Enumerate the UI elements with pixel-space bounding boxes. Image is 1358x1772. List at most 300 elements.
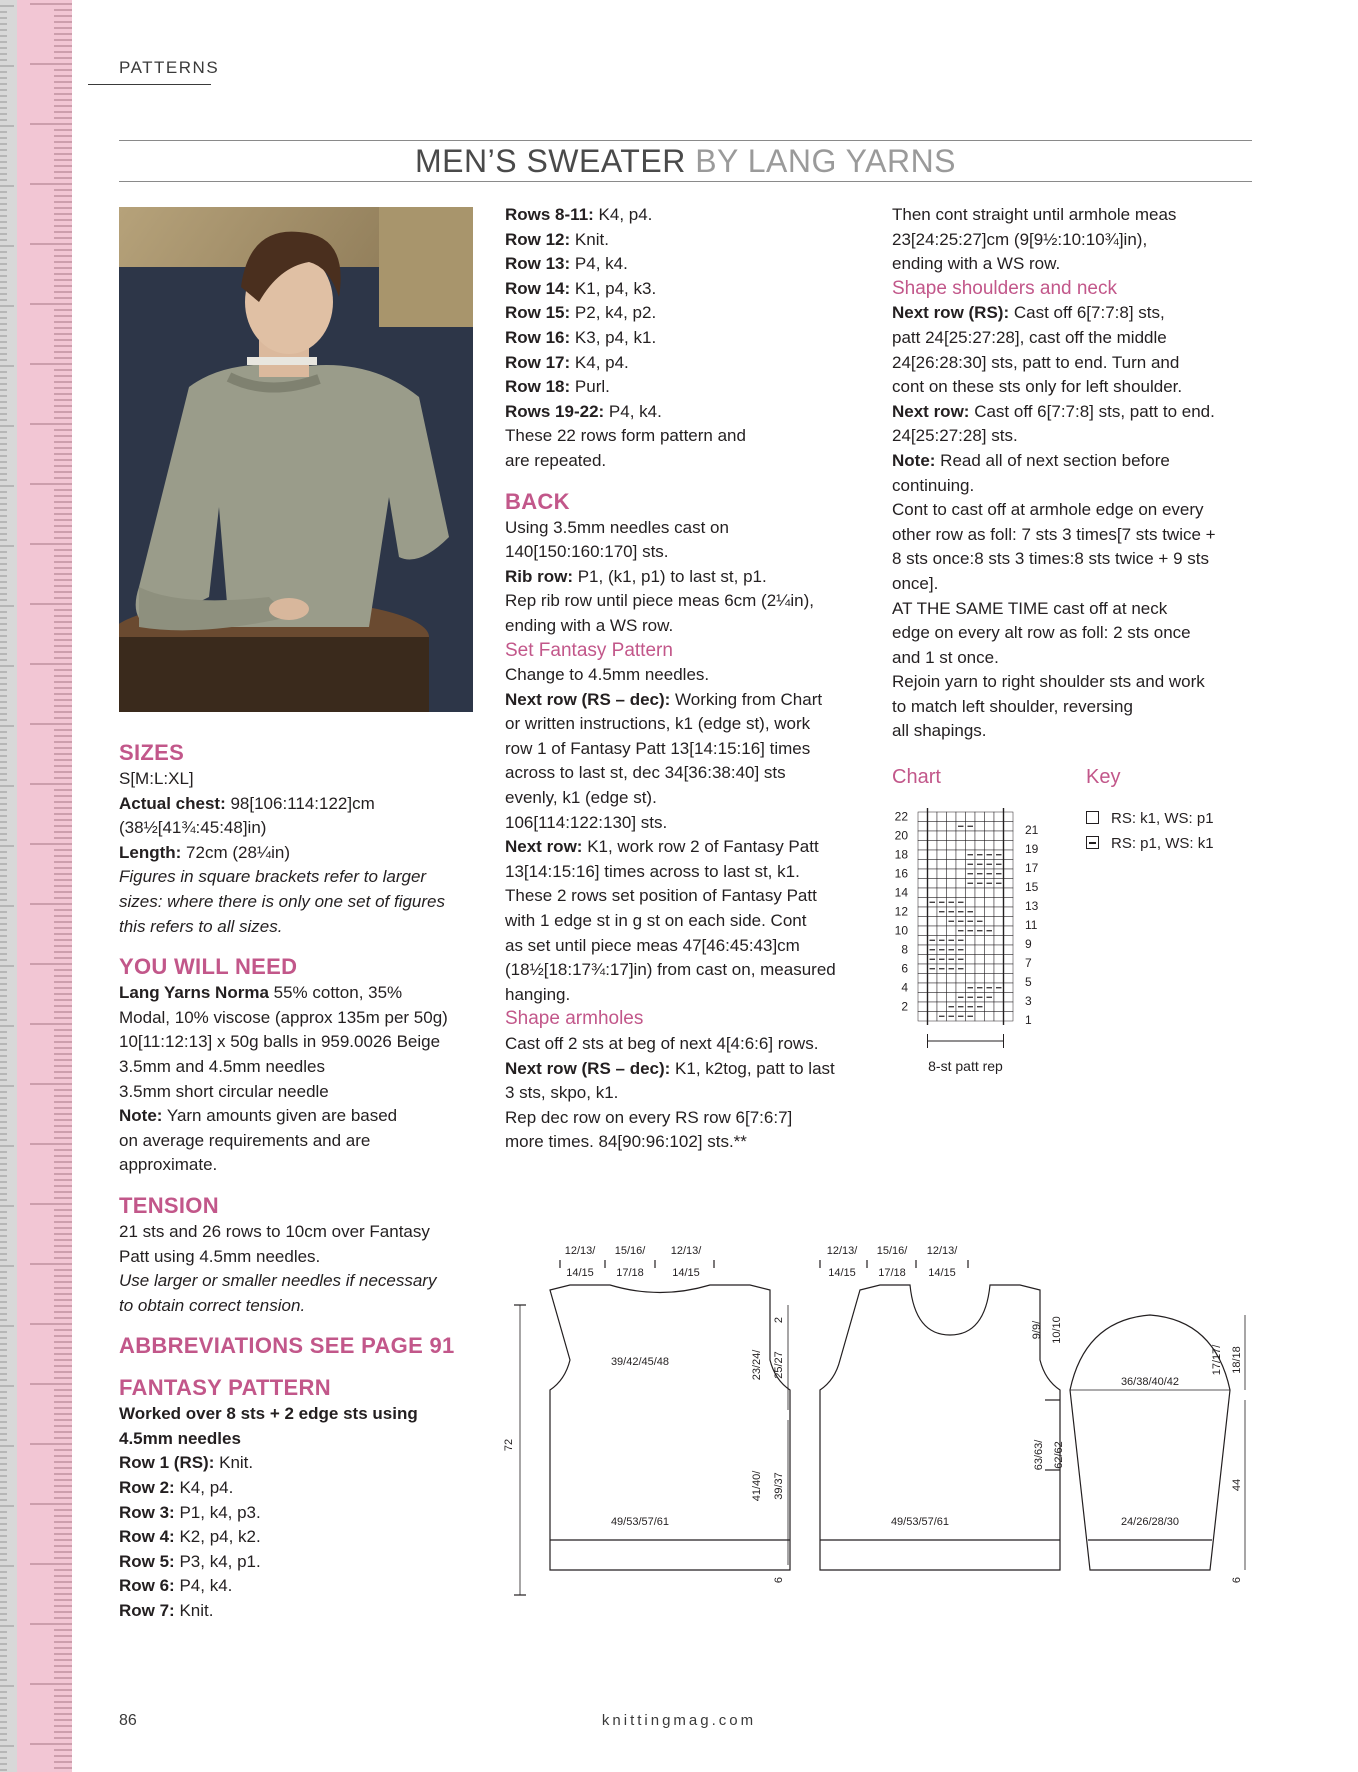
chart-cell: [1004, 879, 1014, 889]
chart-cell: [918, 945, 928, 955]
pattern-row-text: K4, p4.: [570, 352, 629, 372]
title-main: MEN’S SWEATER: [414, 143, 686, 179]
blank-square-icon: [1086, 811, 1099, 824]
chart-cell: [956, 812, 966, 822]
pattern-row-6: [505, 326, 875, 351]
left-pattern-rows: [119, 1451, 479, 1623]
chart-row-number: 13: [1025, 898, 1039, 913]
tension-line-3-text: Use larger or smaller needles if necessary: [119, 1271, 437, 1291]
yarn-line-3: 10[11:12:13] x 50g balls in 959.0026 Beige: [119, 1032, 441, 1052]
pattern-row-label: Row 18:: [505, 377, 571, 397]
sleeve-rib: 6: [1231, 1576, 1243, 1584]
chart-cell: [975, 822, 985, 832]
repeat-label: 8-st patt rep: [928, 1058, 1003, 1074]
chart-cell: [937, 831, 947, 841]
chart-cell: [985, 964, 995, 974]
left-column: [119, 739, 479, 1624]
pattern-row-text: Purl.: [570, 377, 610, 397]
chart-cell: [1004, 983, 1014, 993]
set-line-1: Change to 4.5mm needles.: [505, 665, 710, 685]
chart-cell: [947, 993, 957, 1003]
chart-cell: [985, 1012, 995, 1022]
chart-cell: [966, 936, 976, 946]
chart-cell: [918, 917, 928, 927]
rib-line-3: ending with a WS row.: [505, 615, 674, 635]
rep-line-1: Rep dec row on every RS row 6[7:6:7]: [505, 1107, 793, 1127]
next-row-rs-dec-line: [505, 1057, 875, 1082]
chart-row-number: 4: [901, 980, 908, 995]
chart-cell: [937, 993, 947, 1003]
fantasy-intro-2: [119, 1427, 479, 1452]
chart-cell: [918, 1002, 928, 1012]
front-top-label: 14/15: [828, 1267, 856, 1279]
pattern-row-label: Row 1 (RS):: [119, 1453, 215, 1473]
chart-cell: [937, 917, 947, 927]
shape-armholes-heading: Shape armholes: [505, 1008, 644, 1030]
sleeve-width-bottom: 24/26/28/30: [1120, 1516, 1180, 1528]
chart-cell: [1004, 860, 1014, 870]
sizes-note-1-text: Figures in square brackets refer to larger: [119, 867, 427, 887]
chart-cell: [928, 1002, 938, 1012]
chart-cell: [928, 907, 938, 917]
pattern-row-text: K2, p4, k2.: [174, 1527, 261, 1547]
you-will-need-heading: YOU WILL NEED: [119, 954, 298, 980]
sizes-heading: SIZES: [119, 740, 185, 765]
sleeve-outline: [1070, 1315, 1230, 1570]
length-label: Length:: [119, 842, 182, 862]
right-column: [892, 203, 1252, 744]
chart-cell: [918, 860, 928, 870]
chart-cell: [956, 879, 966, 889]
key-item-purl: [1086, 835, 1214, 852]
pattern-row-label: Rows 19-22:: [505, 401, 605, 421]
back-width-bottom: 49/53/57/61: [610, 1516, 670, 1528]
fantasy-pattern-heading: FANTASY PATTERN: [119, 1375, 331, 1401]
chart-row-number: 12: [894, 904, 908, 919]
chart-cell: [994, 907, 1004, 917]
yarn-note-line-3: approximate.: [119, 1155, 218, 1175]
set2-line-3: as set until piece meas 47[46:45:43]cm: [505, 935, 800, 955]
fantasy-intro-2-text: 4.5mm needles: [119, 1428, 241, 1448]
pattern-row-text: P4, k4.: [174, 1576, 233, 1596]
chart-cell: [956, 850, 966, 860]
needles-line-2: 3.5mm short circular needle: [119, 1081, 329, 1101]
chart-cell: [1004, 907, 1014, 917]
chart-cell: [1004, 841, 1014, 851]
chart-cell: [1004, 926, 1014, 936]
chart-cell: [966, 888, 976, 898]
chart-cell: [994, 822, 1004, 832]
chart-cell: [918, 831, 928, 841]
pattern-row-label: Row 3:: [119, 1502, 175, 1522]
length-line: [119, 841, 479, 866]
back-heading: BACK: [505, 488, 570, 514]
cont-line-2: 23[24:25:27]cm (9[9½:10:10¾]in),: [892, 229, 1148, 249]
chart-cell: [985, 907, 995, 917]
next-row-label: Next row:: [505, 837, 583, 857]
chart-cell: [1004, 945, 1014, 955]
sh1-line-3: 24[26:28:30] sts, patt to end. Turn and: [892, 352, 1180, 372]
back-outline: [550, 1285, 790, 1570]
pattern-row-label: Row 13:: [505, 254, 571, 274]
tension-line-1: 21 sts and 26 rows to 10cm over Fantasy: [119, 1221, 430, 1241]
chart-row-number: 19: [1025, 841, 1039, 856]
back-length: 72: [503, 1438, 515, 1452]
sizes-note-2: [119, 890, 479, 915]
pattern-row-label: Rows 8-11:: [505, 205, 594, 224]
chart-cell: [1004, 812, 1014, 822]
chart-cell: [928, 841, 938, 851]
length-value: 72cm (28¼in): [181, 842, 290, 862]
pattern-row-3: [505, 252, 875, 277]
note-text: Read all of next section before: [935, 450, 1170, 470]
chart-cell: [956, 831, 966, 841]
pattern-row-2: [119, 1476, 479, 1501]
chart-cell: [966, 945, 976, 955]
chart-cell: [956, 869, 966, 879]
chart-cell: [985, 812, 995, 822]
back-width-top: 39/42/45/48: [610, 1356, 670, 1368]
chart-cell: [918, 907, 928, 917]
chart-cell: [994, 955, 1004, 965]
chart-cell: [975, 974, 985, 984]
yarn-text-1: 55% cotton, 35%: [268, 983, 403, 1003]
back-side: 41/40/: [751, 1470, 763, 1502]
chart-cell: [975, 831, 985, 841]
sh1-line-1: [892, 301, 1252, 326]
chart-cell: [966, 955, 976, 965]
chart-cell: [985, 945, 995, 955]
note-line-1: [892, 449, 1252, 474]
pattern-row-label: Row 4:: [119, 1527, 175, 1547]
chart-cell: [937, 822, 947, 832]
next-row-dec-text: Working from Chart: [670, 689, 823, 709]
sizes-text: S[M:L:XL]: [119, 769, 194, 788]
cont2-line-1: Cont to cast off at armhole edge on every: [892, 500, 1204, 520]
back-top-label: 14/15: [566, 1267, 594, 1279]
chart-row-number: 8: [901, 942, 908, 957]
tension-line-2: Patt using 4.5mm needles.: [119, 1246, 321, 1266]
next-row-dec-line: [505, 688, 875, 713]
next1-line-3: row 1 of Fantasy Patt 13[14:15:16] times: [505, 738, 811, 758]
chart-cell: [928, 869, 938, 879]
chart-cell: [928, 917, 938, 927]
pattern-row-5: [505, 301, 875, 326]
sh2-label: Next row:: [892, 401, 970, 421]
chart-cell: [937, 879, 947, 889]
chart-row-number: 21: [1025, 822, 1039, 837]
sweater-model-illustration: [119, 207, 473, 712]
chart-cell: [975, 955, 985, 965]
chart-cell: [994, 841, 1004, 851]
front-top-label: 14/15: [928, 1267, 956, 1279]
chart-row-number: 15: [1025, 879, 1039, 894]
front-width-bottom: 49/53/57/61: [890, 1516, 950, 1528]
pattern-row-text: Knit.: [570, 229, 609, 249]
chart-cell: [928, 831, 938, 841]
chart-row-number: 6: [901, 961, 908, 976]
ruler-ticks: [0, 0, 72, 1772]
chart-cell: [947, 974, 957, 984]
shape-shoulders-heading: Shape shoulders and neck: [892, 277, 1117, 299]
back-top-label: 12/13/: [564, 1245, 596, 1257]
note-label: Note:: [892, 450, 936, 470]
chart-cell: [937, 888, 947, 898]
chart-cell: [928, 850, 938, 860]
rejoin-line-2: to match left shoulder, reversing: [892, 696, 1133, 716]
set2-line-4: (18½[18:17¾:17]in) from cast on, measured: [505, 960, 836, 980]
pattern-row-text: Knit.: [214, 1453, 254, 1473]
chart-cell: [994, 926, 1004, 936]
chart-cell: [966, 898, 976, 908]
chart-cell: [918, 926, 928, 936]
front-top-label: 17/18: [878, 1267, 906, 1279]
rejoin-line-3: all shapings.: [892, 721, 987, 741]
chart-cell: [975, 945, 985, 955]
fantasy-intro-1: [119, 1402, 479, 1427]
chart-row-number: 1: [1025, 1012, 1032, 1027]
next-row-dec-label: Next row (RS – dec):: [505, 689, 671, 709]
website-footer: knittingmag.com: [601, 1712, 757, 1729]
same-time-line-1: AT THE SAME TIME cast off at neck: [892, 598, 1168, 618]
key-item-knit: [1086, 810, 1214, 827]
chart-cell: [985, 974, 995, 984]
pattern-row-text: P1, k4, p3.: [174, 1502, 261, 1522]
next1-line-2: or written instructions, k1 (edge st), work: [505, 714, 811, 734]
chart-cell: [918, 888, 928, 898]
chart-cell: [937, 841, 947, 851]
pattern-row-1: [505, 203, 875, 228]
title-rule-top: [119, 140, 1252, 141]
chart-row-number: 5: [1025, 974, 1032, 989]
rows-note-1: These 22 rows form pattern and: [505, 426, 746, 446]
actual-chest-line: [119, 792, 479, 817]
chart-row-number: 11: [1025, 917, 1038, 932]
pattern-row-8: [505, 375, 875, 400]
set2-line-2: with 1 edge st in g st on each side. Cont: [505, 911, 807, 931]
front-neck: 10/10: [1051, 1316, 1063, 1344]
title-by: BY LANG YARNS: [685, 143, 957, 179]
chart-cell: [928, 888, 938, 898]
chart-cell: [994, 945, 1004, 955]
back-rib: 6: [773, 1576, 785, 1584]
chart-cell: [947, 812, 957, 822]
key-title: Key: [1086, 766, 1121, 788]
sleeve-length: 44: [1231, 1478, 1243, 1492]
side-ruler: [0, 0, 72, 1772]
chart-cell: [975, 907, 985, 917]
dash-square-icon: [1086, 836, 1099, 849]
pattern-row-label: Row 15:: [505, 303, 571, 323]
note-line-2: continuing.: [892, 475, 975, 495]
pattern-row-text: K1, p4, k3.: [570, 278, 657, 298]
model-photo: [119, 207, 473, 712]
sleeve-cap: 18/18: [1231, 1346, 1243, 1374]
pattern-row-label: Row 16:: [505, 327, 571, 347]
tension-line-4-text: to obtain correct tension.: [119, 1295, 306, 1315]
title-rule-bottom: [119, 181, 1252, 182]
chart-cell: [928, 860, 938, 870]
chart-cell: [947, 822, 957, 832]
yarn-label: Lang Yarns Norma: [119, 983, 269, 1003]
chart-cell: [918, 850, 928, 860]
chart-cell: [1004, 917, 1014, 927]
page-number: 86: [119, 1712, 137, 1729]
chart-cell: [947, 831, 957, 841]
chart-row-number: 17: [1025, 860, 1039, 875]
rib-line-2: Rep rib row until piece meas 6cm (2¼in),: [505, 591, 814, 611]
same-time-line-3: and 1 st once.: [892, 647, 999, 667]
front-side: 62/62: [1053, 1441, 1065, 1469]
chart-cell: [994, 898, 1004, 908]
next1-line-4: across to last st, dec 34[36:38:40] sts: [505, 763, 786, 783]
chart-cell: [1004, 831, 1014, 841]
chart-cell: [1004, 936, 1014, 946]
chart-cell: [918, 841, 928, 851]
front-top-label: 12/13/: [826, 1245, 858, 1257]
next1-line-6: 106[114:122:130] sts.: [505, 812, 668, 832]
chart-cell: [994, 1012, 1004, 1022]
sh2-line-2: 24[25:27:28] sts.: [892, 426, 1018, 446]
pattern-row-text: P2, k4, p2.: [570, 303, 657, 323]
chart-cell: [994, 1002, 1004, 1012]
pattern-row-7: [505, 351, 875, 376]
sizes-note-2-text: sizes: where there is only one set of figures: [119, 891, 445, 911]
pattern-row-6: [119, 1574, 479, 1599]
chart-cell: [985, 936, 995, 946]
chart-cell: [975, 964, 985, 974]
sh1-line-2: patt 24[25:27:28], cast off the middle: [892, 327, 1167, 347]
chart-cell: [966, 841, 976, 851]
middle-column: [505, 203, 875, 1155]
back-line-2: 140[150:160:170] sts.: [505, 542, 669, 562]
chart-cell: [994, 888, 1004, 898]
pattern-row-text: P4, k4.: [570, 254, 628, 274]
pattern-row-9: [505, 400, 875, 425]
pattern-row-1: [119, 1451, 479, 1476]
chart-cell: [937, 926, 947, 936]
chart-cell: [994, 936, 1004, 946]
cont2-line-4: once].: [892, 573, 939, 593]
chart-cell: [966, 812, 976, 822]
actual-chest-label: Actual chest:: [119, 793, 226, 813]
chart-cell: [985, 831, 995, 841]
chart-cell: [918, 964, 928, 974]
yarn-note-label: Note:: [119, 1106, 163, 1126]
chart-cell: [918, 974, 928, 984]
chart-cell: [947, 983, 957, 993]
chart-cell: [966, 831, 976, 841]
chart-cell: [966, 974, 976, 984]
chart-cell: [1004, 822, 1014, 832]
chart-row-number: 16: [894, 866, 908, 881]
chart-cell: [1004, 850, 1014, 860]
pattern-row-label: Row 14:: [505, 278, 571, 298]
chart-row-number: 9: [1025, 936, 1032, 951]
chart-cell: [994, 993, 1004, 1003]
chart-cell: [1004, 898, 1014, 908]
chart-row-number: 18: [894, 847, 908, 862]
chart-cell: [937, 974, 947, 984]
next2-line-2: 13[14:15:16] times across to last st, k1.: [505, 861, 800, 881]
pattern-row-7: [119, 1599, 479, 1624]
rib-row-line: [505, 565, 875, 590]
rib-row-text: P1, (k1, p1) to last st, p1.: [573, 566, 767, 586]
chart-row-number: 20: [894, 828, 908, 843]
pattern-row-label: Row 7:: [119, 1601, 175, 1621]
chart-cell: [1004, 869, 1014, 879]
pattern-row-4: [505, 277, 875, 302]
back-armhole: 23/24/: [751, 1349, 763, 1381]
pattern-row-label: Row 12:: [505, 229, 571, 249]
pattern-row-text: Knit.: [174, 1601, 214, 1621]
rows-note-2: are repeated.: [505, 450, 607, 470]
chart-row-number: 3: [1025, 993, 1032, 1008]
set2-line-1: These 2 rows set position of Fantasy Patt: [505, 886, 817, 906]
front-top-label: 12/13/: [926, 1245, 958, 1257]
chart-cell: [928, 879, 938, 889]
chart-cell: [994, 974, 1004, 984]
pattern-row-label: Row 17:: [505, 352, 571, 372]
next-row-text: K1, work row 2 of Fantasy Patt: [582, 837, 819, 857]
rib-row-label: Rib row:: [505, 566, 573, 586]
needles-line-1: 3.5mm and 4.5mm needles: [119, 1056, 325, 1076]
pattern-row-text: K4, p4.: [174, 1478, 234, 1498]
back-top-label: 17/18: [616, 1267, 644, 1279]
key-item-knit-label: RS: k1, WS: p1: [1111, 810, 1214, 827]
back-top-label: 14/15: [672, 1267, 700, 1279]
pattern-row-label: Row 2:: [119, 1478, 175, 1498]
yarn-line-2: Modal, 10% viscose (approx 135m per 50g): [119, 1007, 448, 1027]
chart-cell: [985, 955, 995, 965]
sh2-line-1: [892, 400, 1252, 425]
chart-cell: [928, 1012, 938, 1022]
chart-cell: [975, 1012, 985, 1022]
cont2-line-3: 8 sts once:8 sts 3 times:8 sts twice + 9 sts: [892, 549, 1209, 569]
sh2-text: Cast off 6[7:7:8] sts, patt to end.: [969, 401, 1215, 421]
chart-cell: [1004, 1002, 1014, 1012]
chart-cell: [928, 812, 938, 822]
same-time-line-2: edge on every alt row as foll: 2 sts once: [892, 623, 1191, 643]
chart-cell: [928, 822, 938, 832]
pattern-row-text: K4, p4.: [593, 205, 653, 224]
rep-line-2: more times. 84[90:96:102] sts.**: [505, 1132, 747, 1152]
section-tag: PATTERNS: [119, 58, 220, 77]
chart-cell: [918, 898, 928, 908]
set-fantasy-heading: Set Fantasy Pattern: [505, 639, 673, 661]
sh1-text: Cast off 6[7:7:8] sts,: [1009, 303, 1165, 323]
fantasy-intro-1-text: Worked over 8 sts + 2 edge sts using: [119, 1404, 418, 1424]
sh1-line-4: cont on these sts only for left shoulder.: [892, 377, 1183, 397]
sh1-label: Next row (RS):: [892, 303, 1010, 323]
abbreviations-heading: ABBREVIATIONS SEE PAGE 91: [119, 1333, 455, 1359]
chart-row-number: 2: [901, 999, 908, 1014]
pattern-row-text: K3, p4, k1.: [570, 327, 657, 347]
chart-cell: [975, 888, 985, 898]
pattern-row-text: P4, k4.: [604, 401, 662, 421]
chart-cell: [947, 841, 957, 851]
chart-cell: [1004, 974, 1014, 984]
key-item-purl-label: RS: p1, WS: k1: [1111, 835, 1214, 852]
back-line-1: Using 3.5mm needles cast on: [505, 517, 729, 537]
front-neck: 9/9/: [1031, 1320, 1043, 1340]
chart-cell: [994, 831, 1004, 841]
chart-cell: [937, 983, 947, 993]
yarn-line-1: [119, 981, 479, 1006]
chart-cell: [985, 917, 995, 927]
chart-cell: [947, 879, 957, 889]
sizes-note-3-text: this refers to all sizes.: [119, 916, 283, 936]
